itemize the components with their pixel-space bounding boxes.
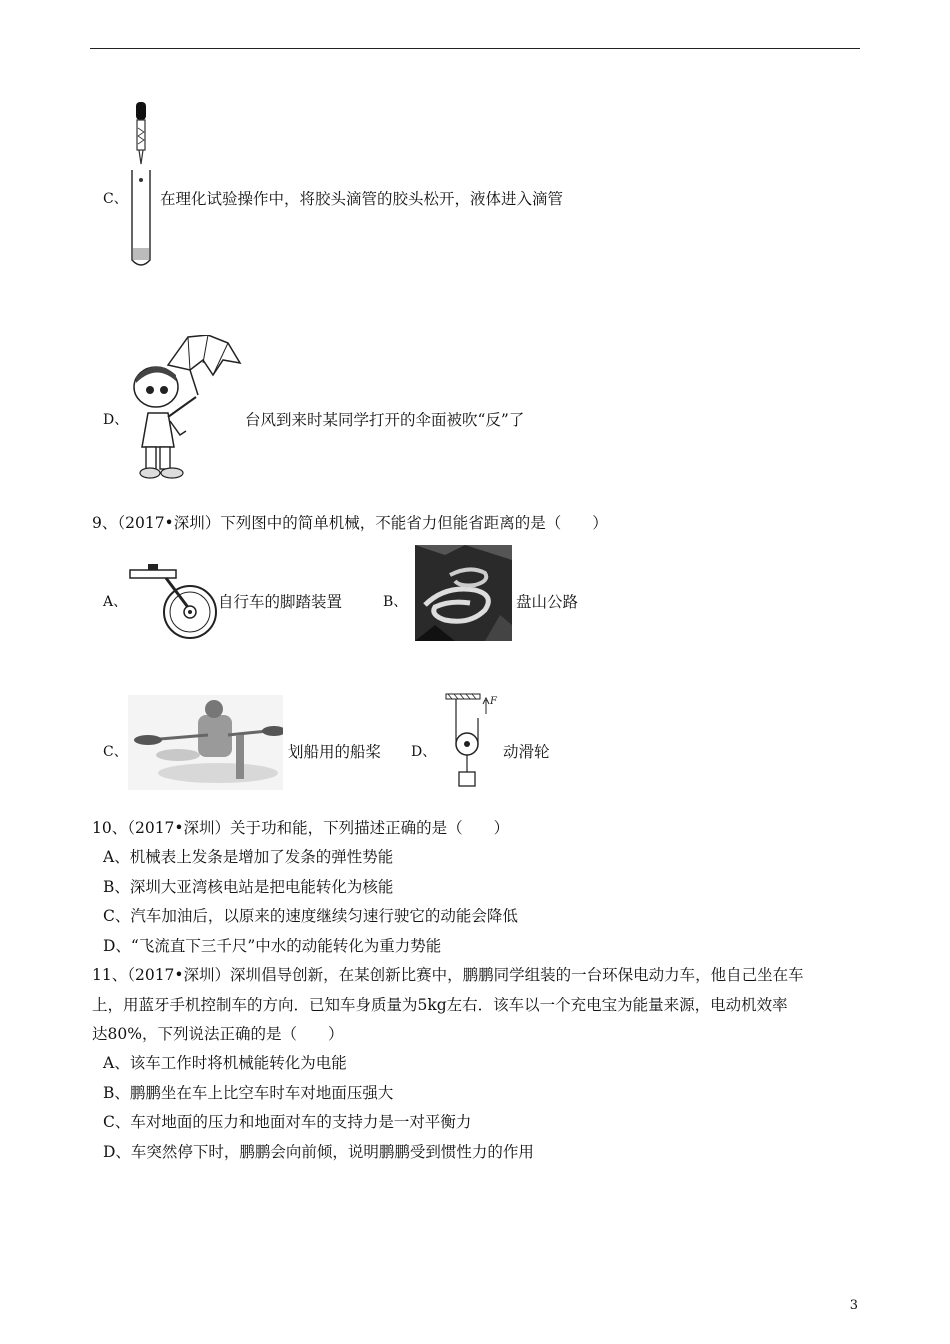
- q11-option-c: C、车对地面的压力和地面对车的支持力是一对平衡力: [103, 1113, 472, 1131]
- q10-option-b: B、深圳大亚湾核电站是把电能转化为核能: [103, 878, 394, 896]
- q9-option-c-text: 划船用的船桨: [288, 743, 382, 761]
- movable-pulley-image: [440, 692, 500, 792]
- q9-option-a-label: A、: [103, 594, 128, 610]
- q11-option-b: B、鹏鹏坐在车上比空车时车对地面压强大: [103, 1084, 394, 1102]
- q9-option-b-text: 盘山公路: [516, 593, 579, 611]
- q9-option-d-label: D、: [411, 744, 437, 760]
- q11-stem-line-3: 达80%，下列说法正确的是（ ）: [92, 1025, 344, 1043]
- dropper-test-tube-image: [126, 100, 156, 270]
- q9-option-c-label: C、: [103, 744, 128, 760]
- q8-option-c-text: 在理化试验操作中，将胶头滴管的胶头松开，液体进入滴管: [160, 190, 564, 208]
- bicycle-pedal-image: [128, 562, 218, 642]
- q10-option-c: C、汽车加油后，以原来的速度继续匀速行驶它的动能会降低: [103, 907, 518, 925]
- q11-option-a: A、该车工作时将机械能转化为电能: [103, 1054, 347, 1072]
- q10-option-d: D、“飞流直下三千尺”中水的动能转化为重力势能: [103, 937, 442, 955]
- q10-option-a: A、机械表上发条是增加了发条的弹性势能: [103, 848, 394, 866]
- q11-stem-line-2: 上，用蓝牙手机控制车的方向．已知车身质量为5kg左右．该车以一个充电宝为能量来源，电动机效率: [92, 996, 788, 1014]
- header-rule: [90, 48, 860, 49]
- q11-stem-line-1: 11、（2017•深圳）深圳倡导创新，在某创新比赛中，鹏鹏同学组装的一台环保电动力车，他自己坐在车: [92, 966, 804, 984]
- q11-option-d: D、车突然停下时，鹏鹏会向前倾，说明鹏鹏受到惯性力的作用: [103, 1143, 534, 1161]
- q10-stem: 10、（2017•深圳）关于功和能，下列描述正确的是（ ）: [92, 819, 510, 837]
- q8-option-d-text: 台风到来时某同学打开的伞面被吹“反”了: [245, 411, 525, 429]
- q9-stem: 9、（2017•深圳）下列图中的简单机械，不能省力但能省距离的是（ ）: [92, 514, 608, 532]
- inverted-umbrella-student-image: [128, 335, 248, 485]
- q8-option-d-label: D、: [103, 412, 129, 428]
- mountain-road-photo: [415, 545, 512, 641]
- q9-option-a-text: 自行车的脚踏装置: [218, 593, 343, 611]
- rowing-oar-photo: [128, 695, 283, 790]
- q9-option-d-text: 动滑轮: [503, 743, 550, 761]
- pulley-force-label: F: [490, 696, 497, 707]
- q9-option-b-label: B、: [383, 594, 408, 610]
- page-number: 3: [849, 1298, 858, 1313]
- q8-option-c-label: C、: [103, 191, 128, 207]
